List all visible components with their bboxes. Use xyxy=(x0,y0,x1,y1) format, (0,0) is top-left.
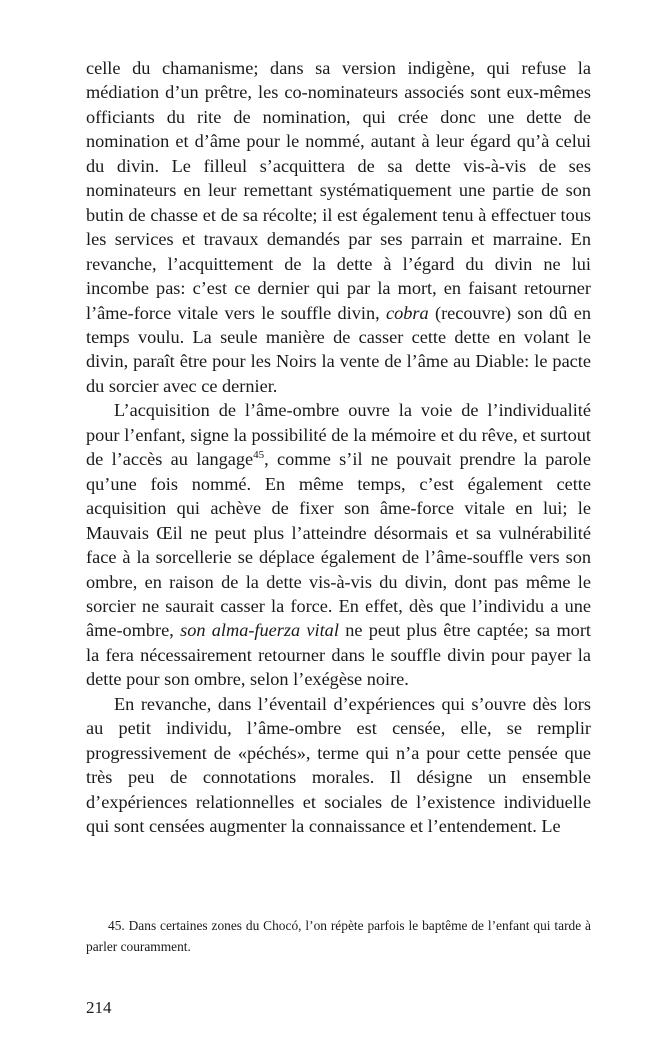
paragraph xyxy=(86,398,591,691)
page-number: 214 xyxy=(86,998,112,1017)
italic-text: cobra xyxy=(386,302,429,323)
footnote xyxy=(86,915,591,957)
text-segment: L’acquisition de l’âme-ombre ouvre la voie de l’individualité pour l’enfant, signe la possibilité de la mémoire et du rêve, et surtout de l’accès au langage xyxy=(86,400,591,470)
text-segment: (recouvre) son dû en temps voulu. La seule manière de casser cette dette en volant le divin, paraît être pour les Noirs la vente de l’âme au Diable: le pacte du sorcier avec ce dernier. xyxy=(86,302,591,396)
italic-text: son alma-fuerza vital xyxy=(180,620,339,641)
footnote-reference: 45 xyxy=(253,449,265,462)
text-segment: ne peut plus être captée; sa mort la fera nécessairement retourner dans le souffle divin pour payer la dette pour son ombre, selon l’exégèse noire. xyxy=(86,620,591,690)
text-segment: , comme s’il ne pouvait prendre la parole qu’une fois nommé. En même temps, c’est également cette acquisition qui achève de fixer son âme-force vitale en lui; le Mauvais Œil ne peut plus l’atteindre désormais et sa vulnérabilité face à la sorcellerie se déplace également de l’âme-souffle vers son ombre, en raison de la dette vis-à-vis du divin, dont pas même le sorcier ne saurait casser la force. En effet, dès que l’individu a une âme-ombre, xyxy=(86,449,591,641)
text-segment: En revanche, dans l’éventail d’expériences qui s’ouvre dès lors au petit individu, l’âme-ombre est censée, elle, se remplir progressivement de «péchés», terme qui n’a pour cette pensée que très peu de connotations morales. Il désigne un ensemble d’expériences relationnelles et sociales de l’existence individuelle qui sont censées augmenter la connaissance et l’entendement. Le xyxy=(86,693,591,837)
footnote-text: 45. Dans certaines zones du Chocó, l’on répète parfois le baptême de l’enfant qui tarde à parler couramment. xyxy=(86,918,591,954)
paragraph xyxy=(86,692,591,839)
text-segment: celle du chamanisme; dans sa version indigène, qui refuse la médiation d’un prêtre, les co-nominateurs associés sont eux-mêmes officiants du rite de nomination, qui crée donc une dette de nomination et d’âme pour le nommé, autant à leur égard qu’à celui du divin. Le filleul s’acquittera de sa dette vis-à-vis de ses nominateurs en leur remettant systématiquement une partie de son butin de chasse et de sa récolte; il est également tenu à effectuer tous les services et travaux demandés par ses parrain et marraine. En revanche, l’acquittement de la dette à l’égard du divin ne lui incombe pas: c’est ce dernier qui par la mort, en faisant retourner l’âme-force vitale vers le souffle divin, xyxy=(86,58,591,323)
main-text xyxy=(86,56,591,839)
paragraph xyxy=(86,56,591,398)
